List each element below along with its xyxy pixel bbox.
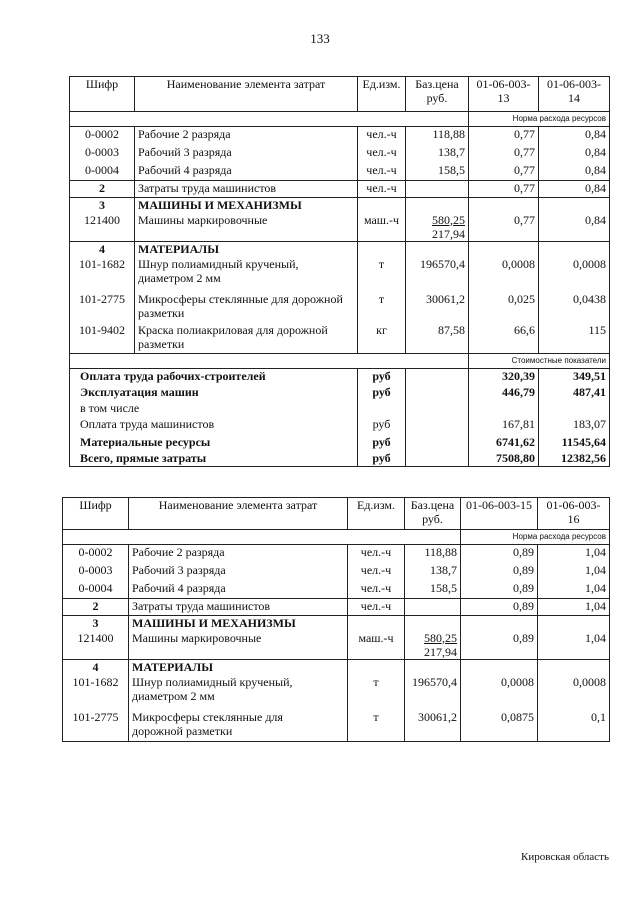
table-header-row [70, 77, 610, 112]
row-value-14: 0,84 [539, 145, 610, 163]
cost-name: Оплата труда машинистов [70, 417, 358, 435]
row-unit: чел.-ч [348, 563, 405, 581]
cost-value-14 [539, 401, 610, 417]
row-name: Рабочий 3 разряда [135, 145, 358, 163]
cost-name: в том числе [70, 401, 358, 417]
table-row [63, 599, 610, 616]
row-name: Затраты труда машинистов [129, 599, 348, 616]
section-code: 3 [63, 616, 129, 631]
norm-label: Норма расхода ресурсов [469, 112, 610, 127]
row-value-13: 0,77 [469, 163, 539, 181]
row-code: 0-0002 [63, 545, 129, 563]
row-value-16: 1,04 [538, 581, 610, 599]
row-name-l2: диаметром 2 мм [138, 270, 221, 285]
row-value-14: 115 [539, 323, 610, 354]
cost-name: Материальные ресурсы [70, 435, 358, 451]
cost-value-14: 487,41 [539, 385, 610, 401]
row-price-main: 580,25 [432, 212, 465, 227]
header-name: Наименование элемента затрат [135, 77, 358, 112]
row-unit: т [358, 292, 406, 323]
row-value-14: 0,84 [539, 163, 610, 181]
row-code: 121400 [70, 213, 135, 242]
row-value-15: 0,89 [461, 563, 538, 581]
row-unit: чел.-ч [358, 127, 406, 145]
table-row [70, 163, 610, 181]
row-code: 0-0002 [70, 127, 135, 145]
header-col-13-l1: 01-06-003- [476, 77, 531, 91]
row-name-l1: Шнур полиамидный крученый, [132, 674, 293, 689]
table-row [63, 545, 610, 563]
header-col-14-l1: 01-06-003- [547, 77, 601, 91]
row-price [405, 631, 461, 660]
row-value-16: 1,04 [538, 631, 610, 660]
table-row [70, 181, 610, 198]
row-price: 158,5 [405, 581, 461, 599]
cost-value-13 [469, 401, 539, 417]
row-price: 118,88 [406, 127, 469, 145]
cost-row [70, 435, 610, 451]
cost-value-14: 12382,56 [539, 451, 610, 467]
row-price-sub: 217,94 [424, 644, 457, 659]
row-unit: чел.-ч [358, 145, 406, 163]
row-name-l2: диаметром 2 мм [132, 688, 215, 703]
row-unit: маш.-ч [358, 213, 406, 242]
row-unit: чел.-ч [358, 163, 406, 181]
header-code: Шифр [70, 77, 135, 112]
cost-value-13: 167,81 [469, 417, 539, 435]
section-row [63, 660, 610, 675]
row-code: 0-0004 [63, 581, 129, 599]
row-price: 30061,2 [406, 292, 469, 323]
cost-unit [358, 401, 406, 417]
cost-row [70, 417, 610, 435]
row-name: Машины маркировочные [129, 631, 348, 660]
row-name: Рабочий 3 разряда [129, 563, 348, 581]
table-row [63, 631, 610, 660]
table-row [70, 292, 610, 323]
page-number: 133 [310, 31, 330, 46]
table-row [70, 145, 610, 163]
header-price [406, 77, 469, 112]
section-code: 3 [70, 198, 135, 213]
row-value-16: 1,04 [538, 563, 610, 581]
row-value-15: 0,0008 [461, 675, 538, 710]
row-price: 138,7 [406, 145, 469, 163]
header-name: Наименование элемента затрат [129, 498, 348, 530]
row-code: 0-0004 [70, 163, 135, 181]
row-value-13: 0,77 [469, 213, 539, 242]
row-code: 101-1682 [63, 675, 129, 710]
header-col-14 [539, 77, 610, 112]
row-value-13: 66,6 [469, 323, 539, 354]
row-price: 138,7 [405, 563, 461, 581]
row-unit: чел.-ч [358, 181, 406, 198]
row-value-14: 0,84 [539, 181, 610, 198]
row-value-13: 0,025 [469, 292, 539, 323]
table-header-row [63, 498, 610, 530]
cost-name: Оплата труда рабочих-строителей [70, 369, 358, 385]
cost-unit: руб [358, 385, 406, 401]
section-title: МАТЕРИАЛЫ [135, 242, 358, 257]
row-name [135, 292, 358, 323]
table-row [63, 581, 610, 599]
section-row [70, 198, 610, 213]
row-name [135, 323, 358, 354]
row-value-15: 0,89 [461, 581, 538, 599]
row-value-15: 0,89 [461, 631, 538, 660]
row-name: Рабочие 2 разряда [129, 545, 348, 563]
header-code: Шифр [63, 498, 129, 530]
cost-value-13: 320,39 [469, 369, 539, 385]
cost-name: Всего, прямые затраты [70, 451, 358, 467]
norm-label: Норма расхода ресурсов [461, 530, 610, 545]
header-price-l1: Баз.цена [415, 77, 459, 91]
header-col-14-l2: 14 [568, 91, 580, 105]
row-name: Рабочий 4 разряда [135, 163, 358, 181]
row-code: 101-2775 [70, 292, 135, 323]
header-unit: Ед.изм. [358, 77, 406, 112]
row-price-main: 580,25 [424, 630, 457, 645]
cost-value-13: 6741,62 [469, 435, 539, 451]
row-value-13: 0,77 [469, 145, 539, 163]
row-code: 101-2775 [63, 710, 129, 742]
section-row [63, 616, 610, 631]
row-code: 0-0003 [63, 563, 129, 581]
row-code: 2 [63, 599, 129, 616]
row-price: 196570,4 [405, 675, 461, 710]
row-price: 30061,2 [405, 710, 461, 742]
row-price [406, 213, 469, 242]
section-code: 4 [63, 660, 129, 675]
row-name-l1: Микросферы стеклянные для [132, 709, 283, 724]
row-value-13: 0,0008 [469, 257, 539, 292]
row-name [129, 675, 348, 710]
row-value-14: 0,0438 [539, 292, 610, 323]
header-unit: Ед.изм. [348, 498, 405, 530]
row-value-16: 1,04 [538, 545, 610, 563]
cost-name: Эксплуатация машин [70, 385, 358, 401]
header-price-l2: руб. [422, 512, 443, 526]
row-name-l2: разметки [138, 305, 185, 320]
table-row [63, 563, 610, 581]
resource-table-2 [62, 497, 610, 742]
header-col-13-l2: 13 [497, 91, 510, 105]
row-name-l2: разметки [138, 336, 185, 351]
row-value-15: 0,0875 [461, 710, 538, 742]
row-unit: кг [358, 323, 406, 354]
cost-value-14: 11545,64 [539, 435, 610, 451]
section-row [70, 242, 610, 257]
cost-label-row [70, 354, 610, 369]
row-value-14: 0,0008 [539, 257, 610, 292]
row-name: Затраты труда машинистов [135, 181, 358, 198]
table-row [70, 323, 610, 354]
cost-value-13: 446,79 [469, 385, 539, 401]
row-value-16: 0,1 [538, 710, 610, 742]
row-name-l2: дорожной разметки [132, 723, 233, 738]
header-col-13 [469, 77, 539, 112]
row-unit: т [348, 710, 405, 742]
row-unit: маш.-ч [348, 631, 405, 660]
cost-row [70, 401, 610, 417]
row-price [406, 181, 469, 198]
row-value-15: 0,89 [461, 599, 538, 616]
table-row [70, 127, 610, 145]
table-row [63, 710, 610, 742]
header-col-15: 01-06-003-15 [461, 498, 538, 530]
row-price: 118,88 [405, 545, 461, 563]
cost-row [70, 369, 610, 385]
cost-value-14: 349,51 [539, 369, 610, 385]
row-price: 87,58 [406, 323, 469, 354]
row-unit: чел.-ч [348, 545, 405, 563]
table-row [70, 257, 610, 292]
norm-label-row [70, 112, 610, 127]
section-title: МАШИНЫ И МЕХАНИЗМЫ [135, 198, 358, 213]
row-name: Машины маркировочные [135, 213, 358, 242]
resource-table-1 [69, 76, 610, 467]
footer-region: Кировская область [521, 851, 610, 863]
cost-unit: руб [358, 435, 406, 451]
header-price [405, 498, 461, 530]
table-row [63, 675, 610, 710]
norm-label-row [63, 530, 610, 545]
row-unit: чел.-ч [348, 599, 405, 616]
row-code: 101-1682 [70, 257, 135, 292]
row-code: 121400 [63, 631, 129, 660]
row-code: 101-9402 [70, 323, 135, 354]
row-name-l1: Микросферы стеклянные для дорожной [138, 291, 343, 306]
row-value-16: 0,0008 [538, 675, 610, 710]
section-code: 4 [70, 242, 135, 257]
cost-value-14: 183,07 [539, 417, 610, 435]
row-price [405, 599, 461, 616]
section-title: МАТЕРИАЛЫ [129, 660, 348, 675]
row-value-13: 0,77 [469, 181, 539, 198]
row-value-13: 0,77 [469, 127, 539, 145]
cost-row [70, 385, 610, 401]
row-name-l1: Шнур полиамидный крученый, [138, 256, 299, 271]
row-name [135, 257, 358, 292]
row-value-15: 0,89 [461, 545, 538, 563]
row-price: 158,5 [406, 163, 469, 181]
cost-label: Стоимостные показатели [469, 354, 610, 369]
cost-unit: руб [358, 417, 406, 435]
table-row [70, 213, 610, 242]
row-unit: т [348, 675, 405, 710]
section-title: МАШИНЫ И МЕХАНИЗМЫ [129, 616, 348, 631]
header-col-16: 01-06-003-16 [538, 498, 610, 530]
cost-unit: руб [358, 451, 406, 467]
row-name: Рабочий 4 разряда [129, 581, 348, 599]
header-price-l1: Баз.цена [410, 498, 455, 512]
row-value-14: 0,84 [539, 213, 610, 242]
row-price-sub: 217,94 [432, 226, 465, 241]
row-unit: чел.-ч [348, 581, 405, 599]
row-value-14: 0,84 [539, 127, 610, 145]
header-price-l2: руб. [426, 91, 448, 105]
row-code: 2 [70, 181, 135, 198]
row-unit: т [358, 257, 406, 292]
cost-unit: руб [358, 369, 406, 385]
row-price: 196570,4 [406, 257, 469, 292]
row-name-l1: Краска полиакриловая для дорожной [138, 322, 328, 337]
cost-row [70, 451, 610, 467]
cost-value-13: 7508,80 [469, 451, 539, 467]
row-name: Рабочие 2 разряда [135, 127, 358, 145]
row-value-16: 1,04 [538, 599, 610, 616]
row-name [129, 710, 348, 742]
row-code: 0-0003 [70, 145, 135, 163]
